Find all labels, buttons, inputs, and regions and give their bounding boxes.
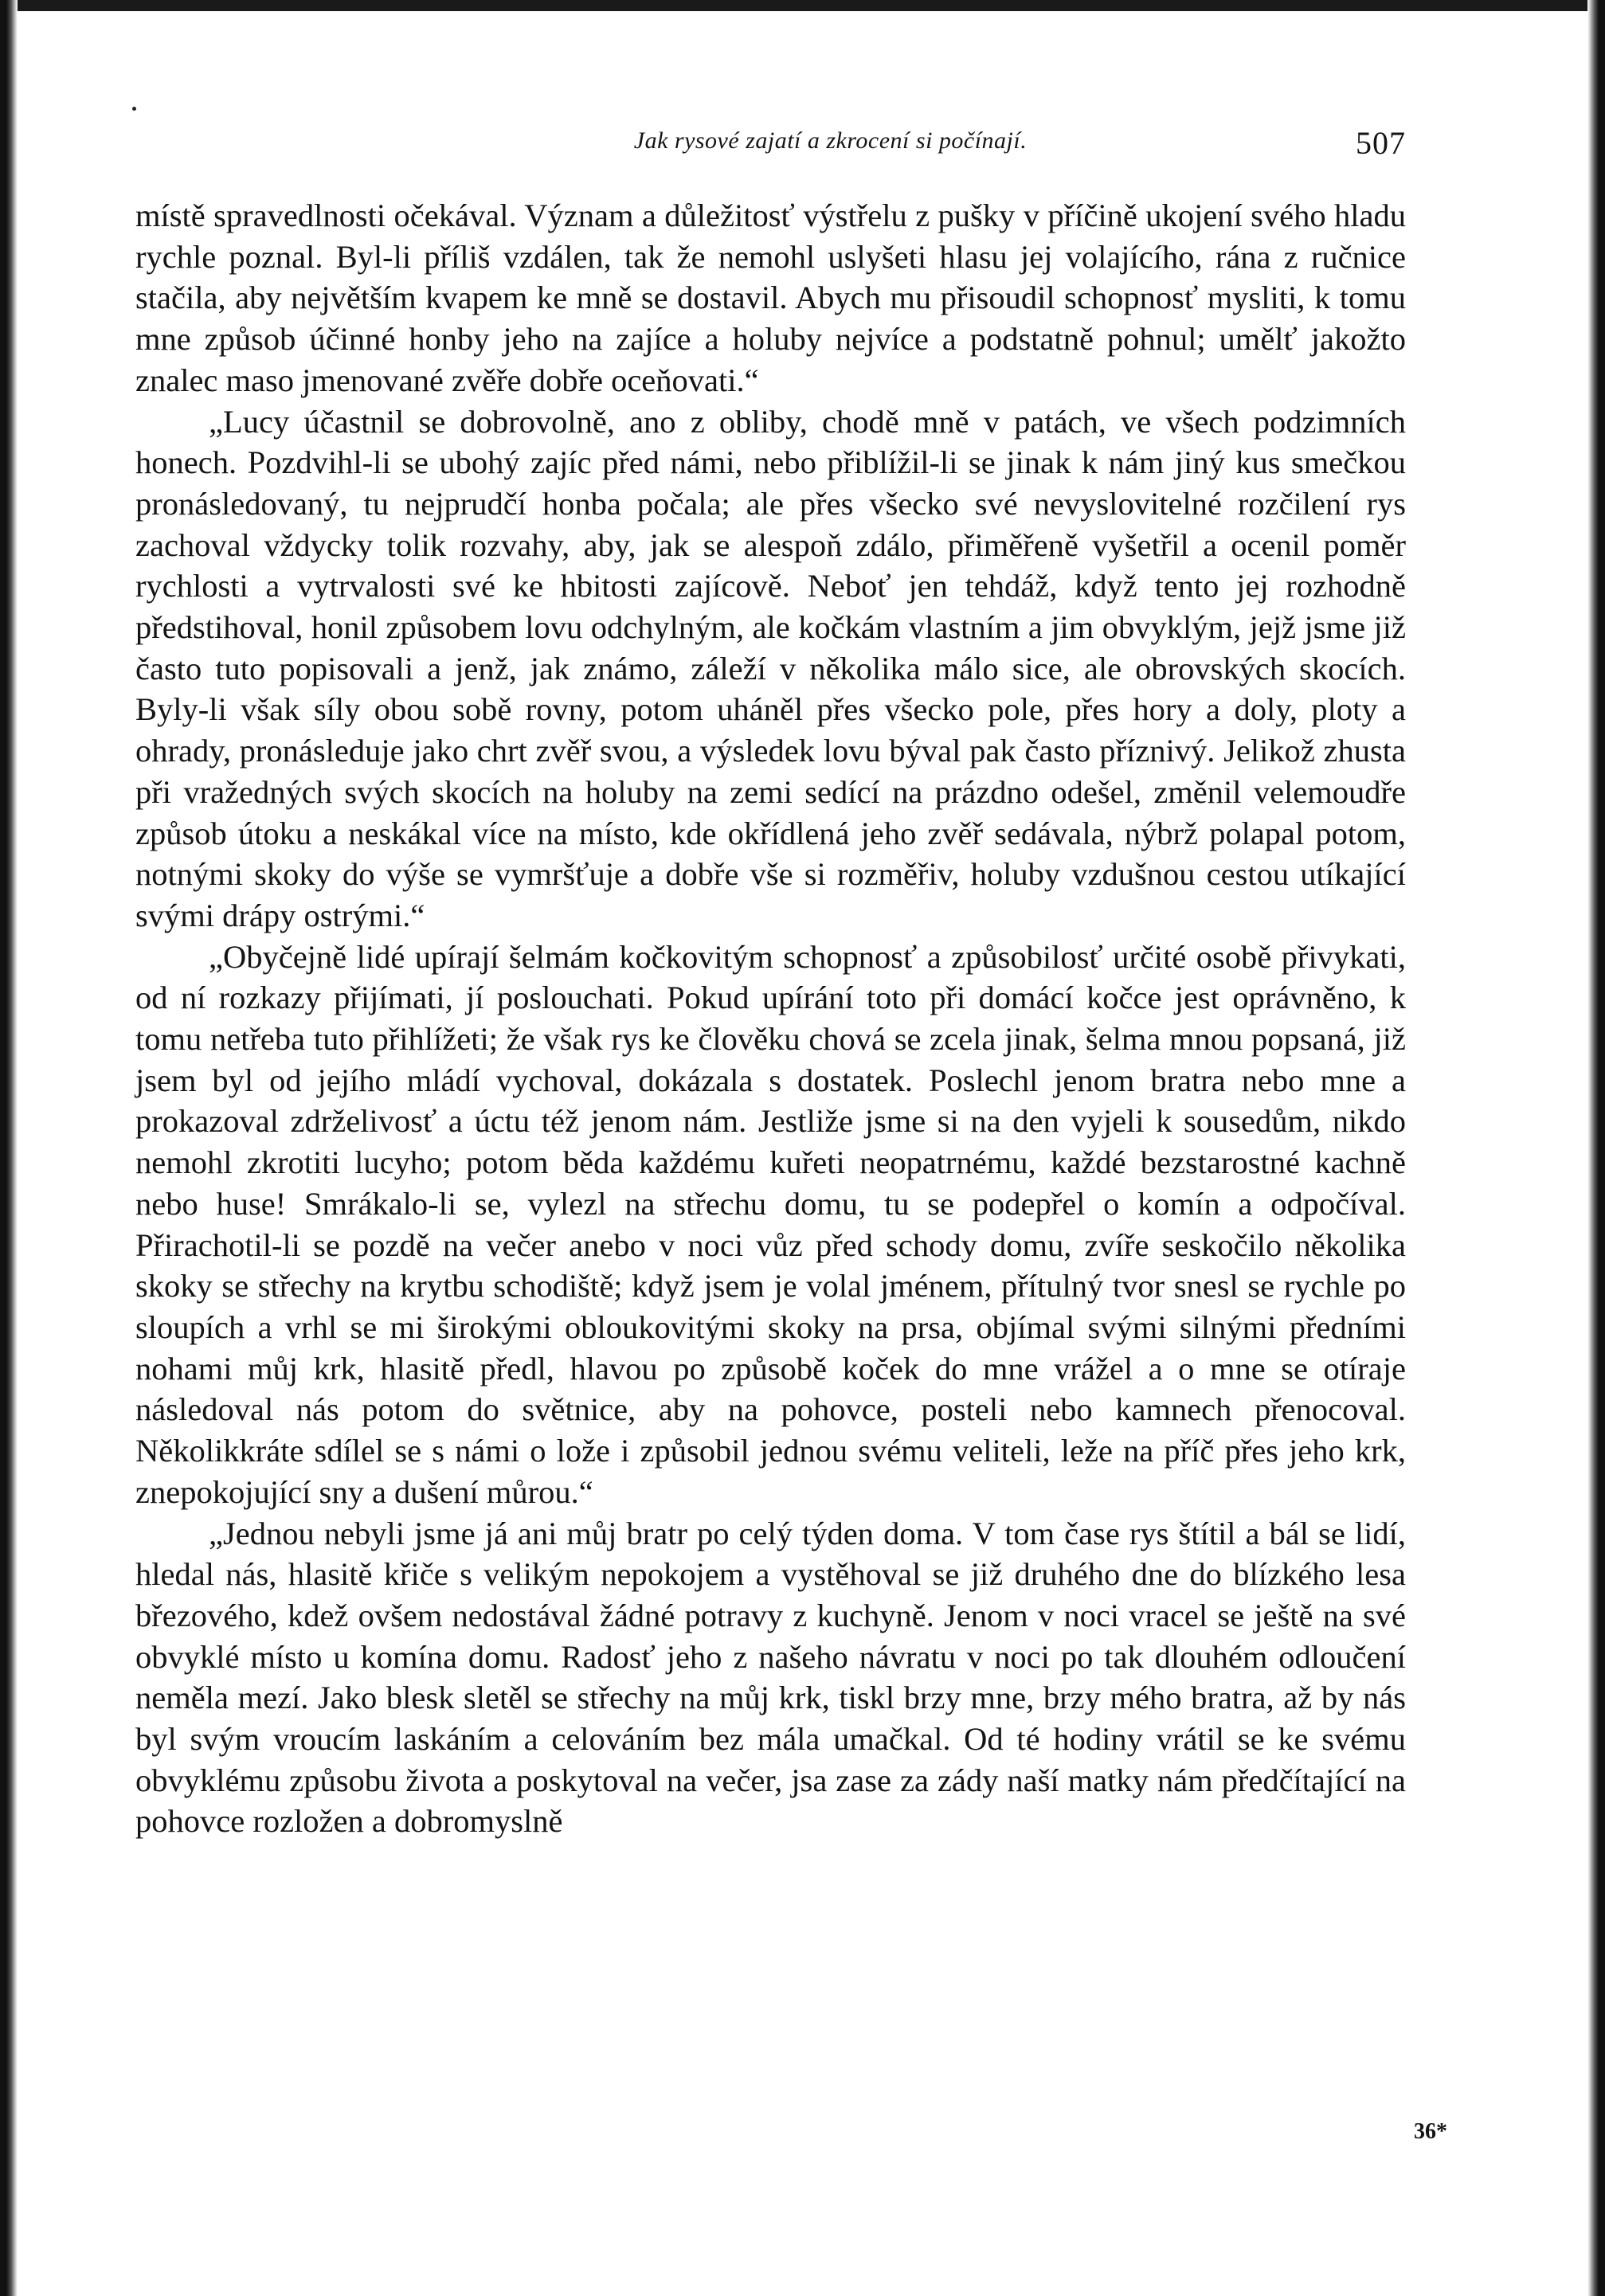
paragraph-lucy-hunting: „Lucy účastnil se dobrovolně, ano z obliby, chodě mně v patách, ve všech podzimních honech. Pozdvihl-li se ubohý zajíc před námi, nebo přiblížil-li se jinak k nám jiný kus smečkou pronásledovaný, tu nejprudčí honba počala; ale přes všecko své nevyslovitelné rozčilení rys zachoval vždycky tolik rozvahy, aby, jak se alespoň zdálo, přiměřeně vyšetřil a ocenil poměr rychlosti a vytrvalosti své ke hbitosti zajícově. Neboť jen tehdáž, když tento jej rozhodně předstihoval, honil způsobem lovu odchylným, ale kočkám vlastním a jim obvyklým, jejž jsme již často tuto popisovali a jenž, jak známo, záleží v několika málo sice, ale obrovských skocích. Byly-li však síly obou sobě rovny, potom uháněl přes všecko pole, přes hory a doly, ploty a ohrady, pronásleduje jako chrt zvěř svou, a výsledek lovu býval pak často příznivý. Jelikož zhusta při vražedných svých skocích na holuby na zemi sedící na prázdno odešel, změnil velemoudře způsob útoku a neskákal více na místo, kde okřídlená jeho zvěř sedávala, nýbrž polapal potom, notnými skoky do výše se vymršťuje a dobře vše si rozměřiv, holuby vzdušnou cestou utíkající svými drápy ostrými.“	[135, 403, 1406, 933]
scan-border-top	[0, 0, 1605, 11]
signature-mark: 36*	[1414, 2119, 1447, 2144]
paragraph-absence: „Jednou nebyli jsme já ani můj bratr po celý týden doma. V tom čase rys štítil a bál se lidí, hledal nás, hlasitě křiče s velikým nepokojem a vystěhoval se již druhého dne do blízkého lesa březového, kdež ovšem nedostával žádné potravy z kuchyně. Jenom v noci vracel se ještě na své obvyklé místo u komína domu. Radosť jeho z našeho návratu v noci po tak dlouhém odloučení neměla mezí. Jako blesk sletěl se střechy na můj krk, tiskl brzy mne, brzy mého bratra, až by nás byl svým vroucím laskáním a celováním bez mála umačkal. Od té hodiny vrátil se ke svému obvyklému způsobu života a poskytoval na večer, jsa zase za zády naší matky nám předčítající na pohovce rozložen a dobromyslně	[135, 1515, 1406, 1840]
running-head	[135, 127, 1406, 167]
body-text	[135, 195, 1406, 1842]
paragraph-continued: místě spravedlnosti očekával. Význam a důležitosť výstřelu z pušky v příčině ukojení svého hladu rychle poznal. Byl-li příliš vzdálen, tak že nemohl uslyšeti hlasu jej volajícího, rána z ručnice stačila, aby největším kvapem ke mně se dostavil. Abych mu přisoudil schopnosť mysliti, k tomu mne způsob účinné honby jeho na zajíce a holuby nejvíce a podstatně pohnul; umělť jakožto znalec maso jmenované zvěře dobře oceňovati.“	[135, 198, 1406, 398]
page-number: 507	[1356, 125, 1406, 161]
paragraph-tameness: „Obyčejně lidé upírají šelmám kočkovitým schopnosť a způsobilosť určité osobě přivykati, od ní rozkazy přijímati, jí poslouchati. Pokud upírání toto při domácí kočce jest oprávněno, k tomu netřeba tuto přihlížeti; že však rys ke člověku chová se zcela jinak, šelma mnou popsaná, již jsem byl od jejího mládí vychoval, dokázala s dostatek. Poslechl jenom bratra nebo mne a prokazoval zdrželivosť a úctu též jenom nám. Jestliže jsme si na den vyjeli k sousedům, nikdo nemohl zkrotiti lucyho; potom běda každému kuřeti neopatrnému, každé bezstarostné kachně nebo huse! Smrákalo-li se, vylezl na střechu domu, tu se podepřel o komín a odpočíval. Přirachotil-li se pozdě na večer anebo v noci vůz před schody domu, zvíře seskočilo několika skoky se střechy na krytbu schodiště; když jsem je volal jménem, přítulný tvor snesl se rychle po sloupích a vrhl se mi širokými obloukovitými skoky na prsa, objímal svými silnými předními nohami můj krk, hlasitě předl, hlavou po způsobě koček do mne vrážel a o mne se otíraje následoval nás potom do světnice, aby na pohovce, posteli nebo kamnech přenocoval. Několikkráte sdílel se s námi o lože i způsobil jednou svému veliteli, leže na příč přes jeho krk, znepokojující sny a dušení můrou.“	[135, 938, 1406, 1510]
ink-speck	[132, 107, 136, 111]
scan-border-left	[0, 0, 18, 2296]
scan-border-right	[1587, 0, 1605, 2296]
running-title: Jak rysové zajatí a zkrocení si počínají.	[633, 127, 1028, 154]
